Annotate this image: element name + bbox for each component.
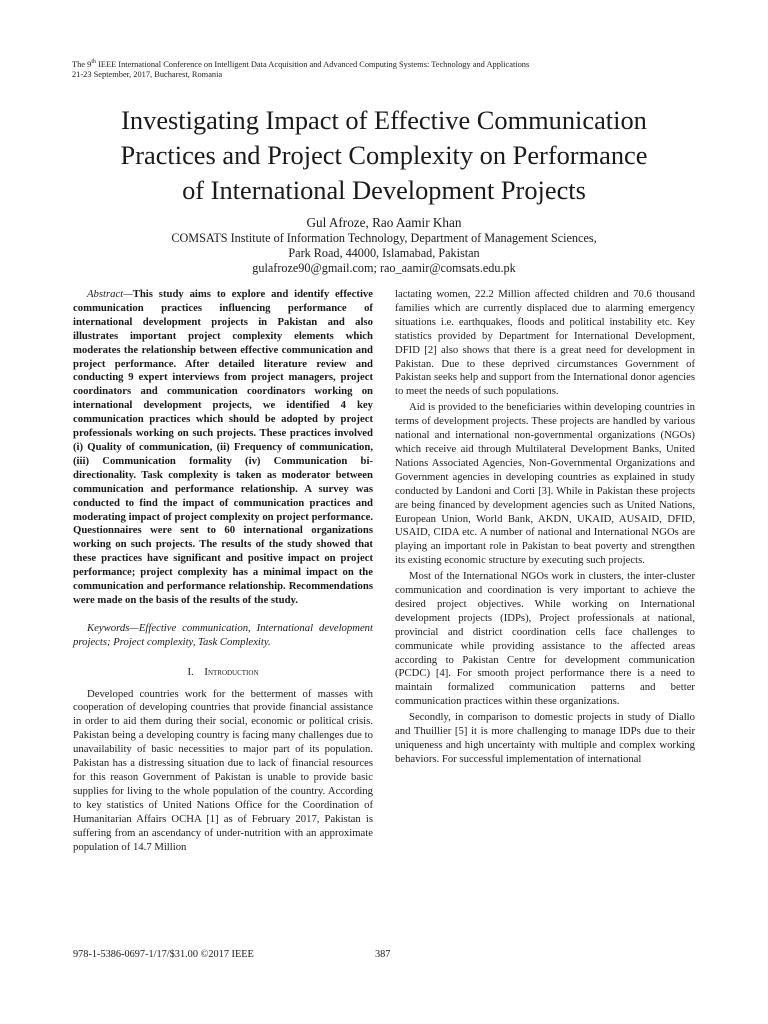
- paragraph-intro-continued: lactating women, 22.2 Million affected children and 70.6 thousand families which are currently displaced due to alarming emergency situations i.e. earthquakes, floods and political instability etc. Key statistics provided by Department for International Development, DFID [2] also shows that there is a great need for development in Pakistan. Due to these deprived circumstances Government of Pakistan seeks help and support from the International donor agencies to meet the needs of such populations.: [395, 288, 695, 398]
- paragraph-intro: Developed countries work for the betterment of masses with cooperation of developing countries that provide financial assistance in order to aid them during their social, economic or political crisis. Pakistan being a developing country is facing many challenges due to unavailability of basic necessities to major part of its population. Pakistan has a distressing situation due to lack of financial resources for this reason Government of Pakistan is unable to provide basic supplies for living to the whole population of the country. According to key statistics of United Nations Office for the Coordination of Humanitarian Affairs OCHA [1] as of February 2017, Pakistan is suffering from an ascendancy of under-nutrition with an approximate population of 14.7 Million: [73, 687, 373, 853]
- footer-copyright: 978-1-5386-0697-1/17/$31.00 ©2017 IEEE: [73, 949, 254, 960]
- section-heading: [73, 666, 373, 680]
- paper-title: [40, 103, 728, 208]
- page-number: 387: [375, 949, 391, 960]
- conference-name: The 9th IEEE International Conference on Intelligent Data Acquisition and Advanced Computing Systems: Technology and Applications: [72, 59, 530, 69]
- title-line: Practices and Project Complexity on Performance: [120, 140, 648, 170]
- abstract: [73, 288, 373, 608]
- paragraph-secondly: Secondly, in comparison to domestic projects in study of Diallo and Thuillier [5] it is more challenging to manage IDPs due to their uniqueness and high uncertainty with multiple and complex working behaviors. For successful implementation of international: [395, 711, 695, 765]
- keywords-text: Effective communication, International development projects; Project complexity, Task Complexity.: [73, 621, 373, 648]
- author-names: Gul Afroze, Rao Aamir Khan: [306, 215, 462, 230]
- right-column: [395, 288, 695, 767]
- title-line: Investigating Impact of Effective Communication: [121, 105, 647, 135]
- paragraph-clusters: Most of the International NGOs work in clusters, the inter-cluster communication and coordination is very important to achieve the desired project objectives. While working on International development projects (IDPs), Project professionals at national, provincial and district coordination cells face challenges to communicate while providing assistance to the affected areas according to Pakistan Centre for development communication (PCDC) [4]. For smooth project performance there is a need to maintain formalized communication patterns and better communication practices within these organizations.: [395, 570, 695, 708]
- section-title: Introduction: [204, 665, 259, 678]
- keywords: [73, 622, 373, 650]
- conference-header: [72, 57, 692, 80]
- left-column: [73, 288, 373, 854]
- author-block: [60, 214, 708, 276]
- title-line: of International Development Projects: [182, 175, 586, 205]
- section-number: I.: [187, 665, 194, 678]
- conference-dates: 21-23 September, 2017, Bucharest, Romania: [72, 69, 223, 79]
- abstract-text: This study aims to explore and identify effective communication practices influencing performance of international development projects in Pakistan and also illustrates important project complexity elements which moderates the relationship between effective communication and project performance. After detailed literature review and conducting 9 expert interviews from project managers, project coordinators and communication coordinators working on international development projects, we identified 4 key communication practices which should be adopted by project professionals working on such projects. These practices involved (i) Quality of communication, (ii) Frequency of communication, (iii) Communication formality (iv) Communication bi-directionality. Task complexity is taken as moderator between communication and performance relationship. A survey was conducted to find the impact of communication practices and moderating impact of project complexity on project performance. Questionnaires were sent to 60 international organizations working on such projects. The results of the study showed that these practices have significant and positive impact on project performance; project complexity has a minimal impact on the communication and performance relationship. Recommendations were made on the basis of the results of the study.: [73, 288, 373, 606]
- address: Park Road, 44000, Islamabad, Pakistan: [288, 246, 480, 260]
- keywords-label: Keywords—: [87, 621, 139, 634]
- abstract-label: Abstract—: [87, 288, 133, 300]
- paragraph-aid: Aid is provided to the beneficiaries within developing countries in terms of development projects. These projects are handled by various national and international non-governmental organizations (NGOs) which receive aid through Multilateral Development Banks, United Nations Associated Agencies, Non-Governmental Organizations and Government agencies in developing countries as explained in study conducted by Landoni and Corti [3]. While in Pakistan these projects are being financed by development agencies such as United Nations, European Union, World Bank, AKDN, UKAID, AUSAID, DFID, USAID, CIDA etc. A number of national and International NGOs are playing an important role in Pakistan to beat poverty and strengthen its existing economic structure by executing such projects.: [395, 401, 695, 567]
- affiliation: COMSATS Institute of Information Technology, Department of Management Sciences,: [171, 231, 597, 245]
- author-emails: gulafroze90@gmail.com; rao_aamir@comsats.edu.pk: [252, 261, 516, 275]
